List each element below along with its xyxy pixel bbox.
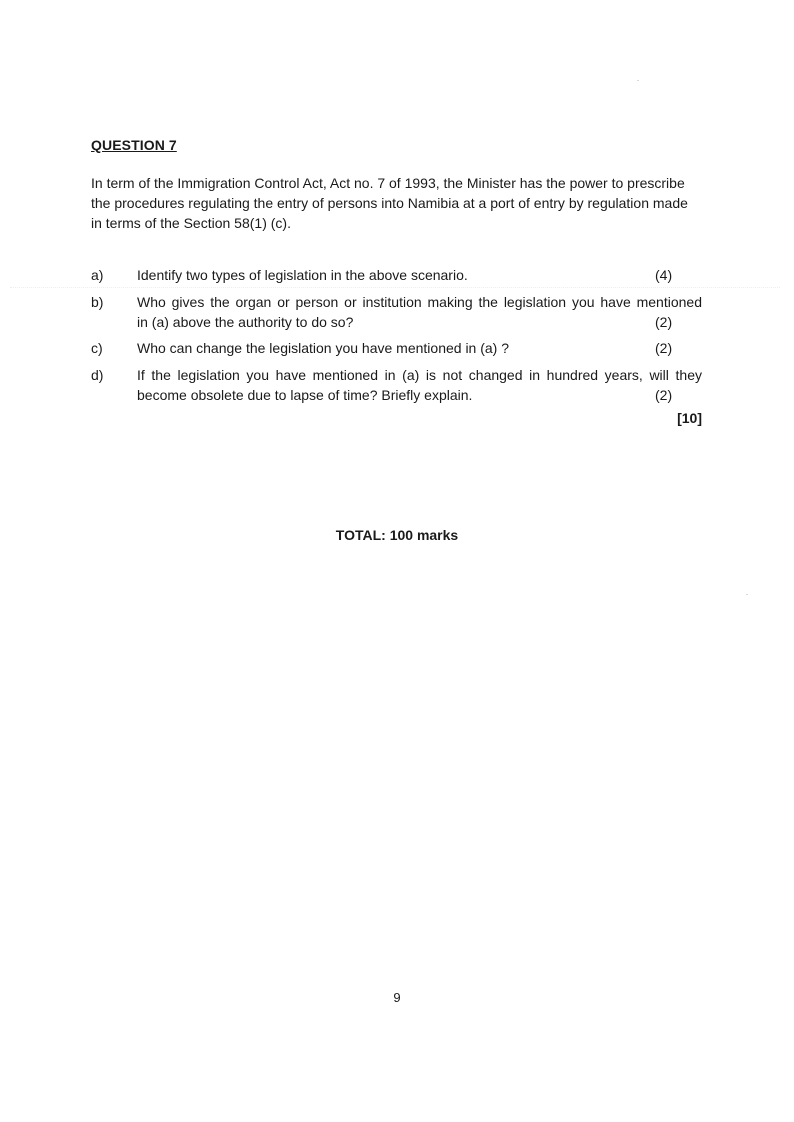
intro-line: the procedures regulating the entry of persons into Namibia at a port of entry by regulation made: [91, 195, 688, 211]
question-intro: [91, 173, 703, 233]
sub-question-marks: (4): [655, 267, 673, 283]
sub-question-letter: c): [91, 340, 103, 356]
page-number: 9: [393, 990, 401, 1005]
sub-question-line: become obsolete due to lapse of time? Briefly explain.: [137, 387, 473, 403]
exam-total-marks: TOTAL: 100 marks: [335, 527, 459, 543]
intro-line: in terms of the Section 58(1) (c).: [91, 215, 291, 231]
sub-question-line: Identify two types of legislation in the above scenario.: [137, 267, 468, 283]
scan-speck: [746, 594, 748, 595]
scan-line: [10, 287, 780, 288]
sub-question-marks: (2): [655, 387, 673, 403]
sub-question-text: [137, 365, 702, 405]
question-heading: QUESTION 7: [91, 137, 177, 153]
sub-question-line: Who gives the organ or person or institution making the legislation you have mentioned: [137, 294, 702, 310]
sub-question-letter: b): [91, 294, 104, 310]
sub-question-text: [137, 338, 702, 358]
sub-question-letter: d): [91, 367, 104, 383]
sub-question-letter: a): [91, 267, 104, 283]
sub-question-marks: (2): [655, 340, 673, 356]
sub-question-marks: (2): [655, 314, 673, 330]
scan-speck: [637, 80, 639, 81]
question-total-marks: [10]: [677, 410, 702, 426]
sub-question-line: If the legislation you have mentioned in (a) is not changed in hundred years, will they: [137, 367, 702, 383]
sub-question-line: in (a) above the authority to do so?: [137, 314, 354, 330]
intro-line: In term of the Immigration Control Act, Act no. 7 of 1993, the Minister has the power to prescribe: [91, 175, 685, 191]
sub-question-line: Who can change the legislation you have mentioned in (a) ?: [137, 340, 510, 356]
sub-question-text: [137, 292, 702, 332]
sub-question-text: [137, 265, 702, 285]
